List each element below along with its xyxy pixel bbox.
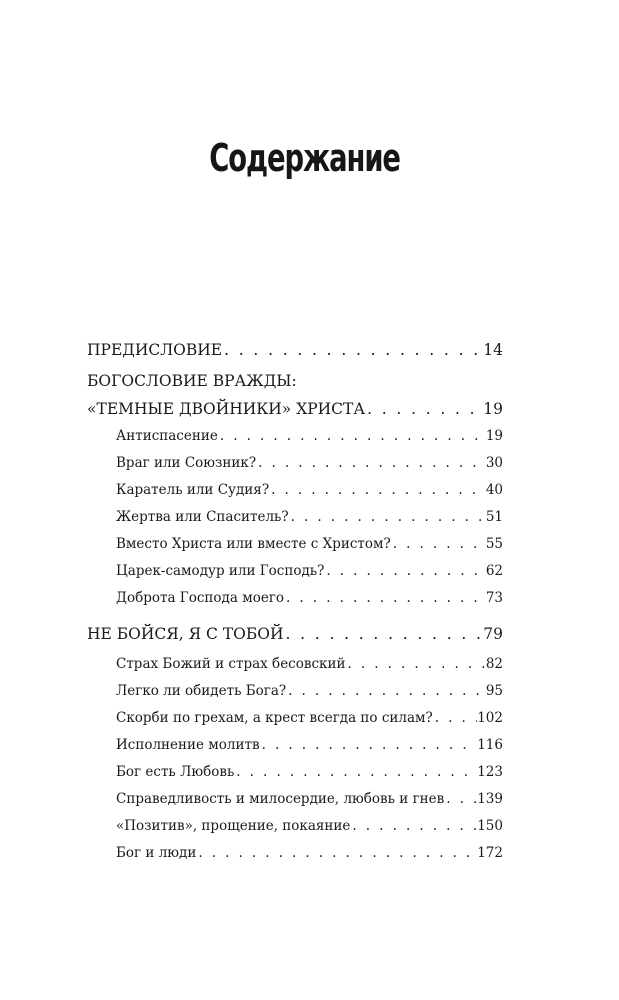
toc-entry-page: 62 — [485, 563, 503, 579]
toc-entry-label: Антиспасение — [116, 428, 218, 444]
dot-leader — [260, 732, 478, 759]
toc-entry-preface[interactable] — [87, 336, 503, 364]
toc-entry-label: Бог есть Любовь — [116, 764, 235, 780]
dot-leader — [289, 504, 486, 531]
dot-leader — [256, 450, 486, 477]
toc-subentry[interactable] — [116, 786, 503, 813]
toc-entry-label: «ТЕМНЫЕ ДВОЙНИКИ» ХРИСТА — [87, 400, 366, 418]
toc-entry-label: Скорби по грехам, а крест всегда по силам? — [116, 710, 433, 726]
toc-entry-page: 150 — [477, 818, 503, 834]
toc-entry-page: 73 — [485, 590, 503, 606]
toc-subentry[interactable] — [116, 759, 503, 786]
toc-subentry[interactable] — [116, 504, 503, 531]
toc-entry-label: Доброта Господа моего — [116, 590, 285, 606]
toc-entry-page: 82 — [485, 656, 503, 672]
toc-entry-page: 19 — [485, 428, 503, 444]
toc-entry-label: Бог и люди — [116, 845, 197, 861]
dot-leader — [284, 585, 486, 612]
toc-entry-page: 14 — [483, 341, 503, 359]
toc-entry-label: Враг или Союзник? — [116, 455, 257, 471]
toc-entry-page: 30 — [485, 455, 503, 471]
toc-entry-label: Исполнение молитв — [116, 737, 260, 753]
toc-subentry[interactable] — [116, 678, 503, 705]
toc-entry-label: НЕ БОЙСЯ, Я С ТОБОЙ — [87, 625, 284, 643]
toc-subentry[interactable] — [116, 477, 503, 504]
dot-leader — [234, 759, 477, 786]
toc-subentry[interactable] — [116, 558, 503, 585]
dot-leader — [222, 336, 483, 364]
toc-entry-label: Легко ли обидеть Бога? — [116, 683, 287, 699]
dot-leader — [324, 558, 485, 585]
table-of-contents — [87, 336, 503, 867]
toc-entry-label: Страх Божий и страх бесовский — [116, 656, 346, 672]
dot-leader — [286, 678, 486, 705]
toc-entry-label: Царек-самодур или Господь? — [116, 563, 325, 579]
toc-entry-label: Каратель или Судия? — [116, 482, 270, 498]
dot-leader — [391, 531, 486, 558]
toc-section-heading-line: БОГОСЛОВИЕ ВРАЖДЫ: — [87, 372, 297, 390]
toc-entry-page: 123 — [477, 764, 503, 780]
toc-entry-label: Жертва или Спаситель? — [116, 509, 289, 525]
toc-entry-page: 55 — [485, 536, 503, 552]
dot-leader — [345, 651, 485, 678]
dot-leader — [284, 620, 484, 648]
dot-leader — [365, 395, 483, 423]
toc-entry-section-1[interactable] — [87, 395, 503, 423]
dot-leader — [269, 477, 486, 504]
toc-entry-label: ПРЕДИСЛОВИЕ — [87, 341, 223, 359]
dot-leader — [444, 786, 477, 813]
toc-entry-label: Вместо Христа или вместе с Христом? — [116, 536, 391, 552]
toc-entry-page: 40 — [485, 482, 503, 498]
toc-subentry[interactable] — [116, 732, 503, 759]
toc-entry-page: 19 — [483, 400, 503, 418]
toc-subentry[interactable] — [116, 840, 503, 867]
toc-entry-page: 139 — [477, 791, 503, 807]
dot-leader — [218, 423, 486, 450]
dot-leader — [433, 705, 477, 732]
page-title: Содержание — [209, 136, 400, 180]
toc-subentry[interactable] — [116, 651, 503, 678]
toc-entry-label: Справедливость и милосердие, любовь и гнев — [116, 791, 445, 807]
toc-subentry[interactable] — [116, 705, 503, 732]
dot-leader — [196, 840, 477, 867]
toc-subentry[interactable] — [116, 585, 503, 612]
toc-subentry[interactable] — [116, 531, 503, 558]
toc-entry-page: 102 — [477, 710, 503, 726]
toc-entry-page: 172 — [477, 845, 503, 861]
toc-entry-page: 79 — [483, 625, 503, 643]
toc-subentry[interactable] — [116, 813, 503, 840]
toc-entry-section-2[interactable] — [87, 620, 503, 648]
toc-entry-page: 51 — [485, 509, 503, 525]
toc-entry-page: 116 — [477, 737, 503, 753]
toc-subentry[interactable] — [116, 423, 503, 450]
toc-subentry[interactable] — [116, 450, 503, 477]
dot-leader — [350, 813, 477, 840]
toc-entry-label: «Позитив», прощение, покаяние — [116, 818, 351, 834]
toc-entry-page: 95 — [485, 683, 503, 699]
